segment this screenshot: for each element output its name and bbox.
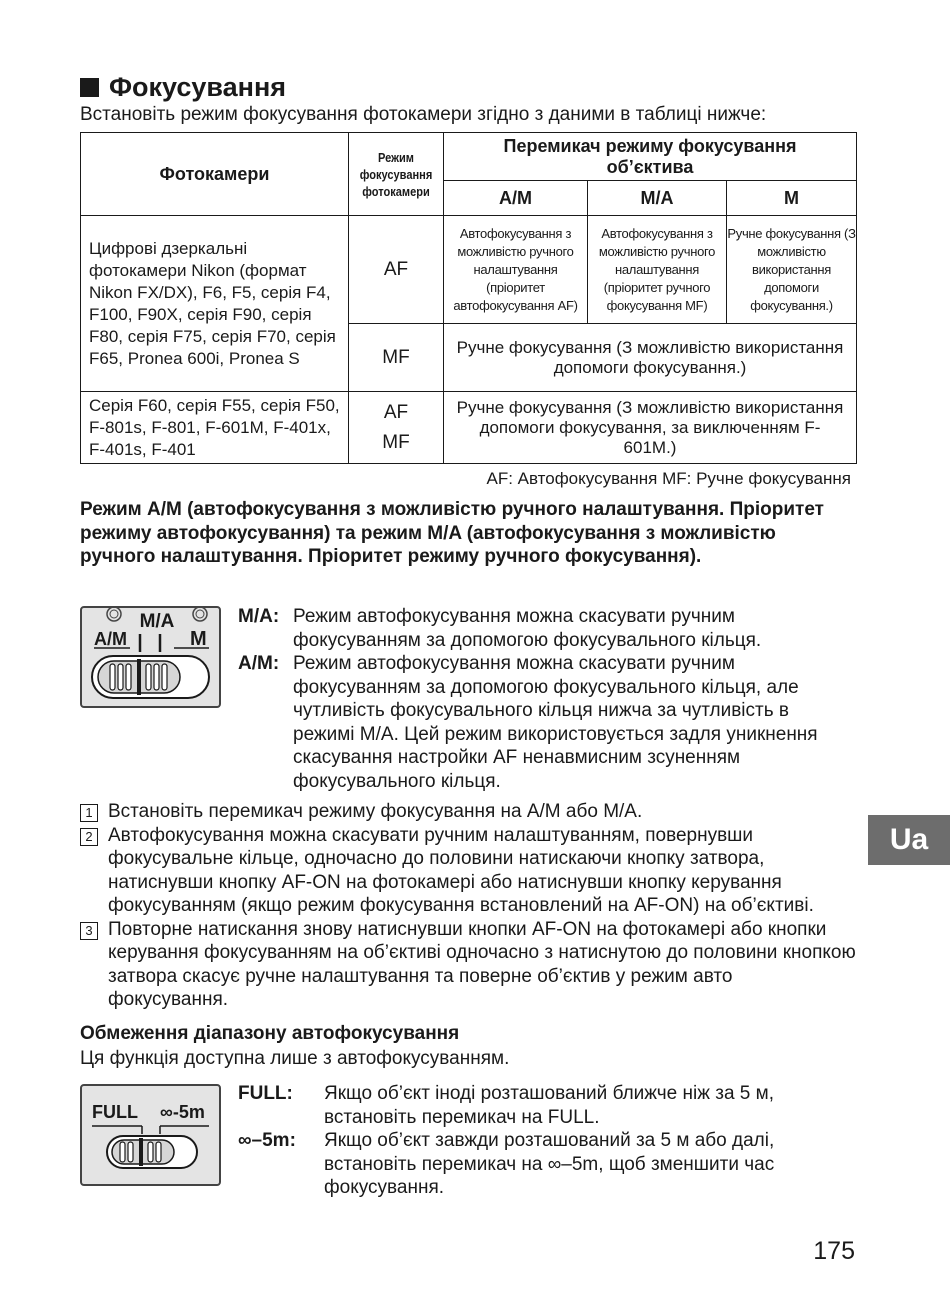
group1-cameras: Цифрові дзеркальні фотокамери Nikon (формат Nikon FX/DX), F6, F5, серія F4, F100, F90X, серія F90, серія F80, серія F75, серія F70, серія F65, Pronea 600i, Pronea S	[81, 216, 349, 392]
mode-definitions	[238, 605, 850, 793]
header-lens-switch	[444, 133, 857, 181]
group1-af-ma: Автофокусування з можливістю ручного налаштування (пріоритет ручного фокусування MF)	[588, 216, 727, 324]
step-2-number: 2	[80, 828, 98, 846]
step-3	[80, 918, 856, 1012]
group1-af-m: Ручне фокусування (З можливістю використання допомоги фокусування.)	[727, 216, 857, 324]
step-1-number: 1	[80, 804, 98, 822]
switch2-right-label: ∞-5m	[160, 1102, 205, 1122]
step-2	[80, 824, 856, 918]
table-legend: AF: Автофокусування MF: Ручне фокусування	[486, 469, 851, 488]
focus-mode-switch-icon	[82, 608, 219, 706]
definition-desc-am: Режим автофокусування можна скасувати ручним фокусуванням за допомогою фокусувального кільця, але чутливість фокусувального кільця нижча за чутливість в режимі M/A. Цей режим використовується задля уникнення скасування настройки AF ненавмисним зсуненням фокусувального кільця.	[293, 653, 818, 792]
group2-cameras: Серія F60, серія F55, серія F50, F-801s, F-801, F-601M, F-401x, F-401s, F-401	[81, 392, 349, 464]
definition-term-infinity: ∞–5m:	[238, 1130, 296, 1151]
definition-term-full: FULL:	[238, 1083, 293, 1104]
af-limit-text: Ця функція доступна лише з автофокусуванням.	[80, 1048, 510, 1069]
af-limit-switch-icon	[82, 1086, 219, 1184]
definition-term-ma: M/A:	[238, 606, 280, 627]
definition-row-am	[238, 652, 850, 793]
group2-mode-mf: MF	[382, 431, 410, 453]
group1-mf-all	[444, 324, 857, 392]
language-tab: Ua	[868, 815, 950, 865]
group1-mf-text: Ручне фокусування (З можливістю використання допомоги фокусування.)	[456, 337, 844, 377]
step-1	[80, 800, 856, 824]
definition-row-full	[238, 1082, 850, 1129]
group2-all	[444, 392, 857, 464]
definition-desc-full: Якщо об’єкт іноді розташований ближче ніж за 5 м, встановіть перемикач на FULL.	[324, 1083, 774, 1128]
focus-mode-switch-illustration	[80, 606, 221, 708]
group1-af-mode: AF	[349, 216, 444, 324]
switch2-left-label: FULL	[92, 1102, 138, 1122]
header-lens-switch-text: Перемикач режиму фокусування об’єктива	[503, 135, 797, 177]
header-camera-mode-text: Режим фокусування фотокамери	[359, 149, 433, 199]
focus-mode-table	[80, 132, 857, 464]
af-limit-title: Обмеження діапазону автофокусування	[80, 1023, 460, 1044]
group1-mf-mode: MF	[349, 324, 444, 392]
square-bullet-icon	[80, 78, 99, 97]
step-2-text: Автофокусування можна скасувати ручним налаштуванням, повернувши фокусувальне кільце, одночасно до половини натискаючи кнопку затвора, натиснувши кнопку AF-ON на фотокамері або натиснувши кнопку керування фокусуванням (якщо режим фокусування встановлений на AF-ON) на об’єктиві.	[108, 824, 814, 916]
modes-heading: Режим A/M (автофокусування з можливістю ручного налаштування. Пріоритет режиму автофокусування) та режим M/A (автофокусування з можливістю ручного налаштування. Пріоритет режиму ручного фокусування).	[80, 499, 824, 567]
step-3-number: 3	[80, 922, 98, 940]
header-cameras: Фотокамери	[81, 133, 349, 216]
switch1-top-label: M/A	[139, 611, 175, 632]
section-intro: Встановіть режим фокусування фотокамери згідно з даними в таблиці нижче:	[80, 104, 767, 125]
header-col-ma: M/A	[588, 181, 727, 216]
header-col-m: M	[727, 181, 857, 216]
section-title	[80, 72, 286, 103]
header-camera-mode	[349, 133, 444, 216]
definition-row-ma	[238, 605, 850, 652]
group2-mode-af: AF	[383, 401, 409, 423]
af-limit-switch-illustration	[80, 1084, 221, 1186]
definition-row-infinity	[238, 1129, 850, 1200]
definition-term-am: A/M:	[238, 653, 280, 674]
definition-desc-ma: Режим автофокусування можна скасувати ручним фокусуванням за допомогою фокусувального кільця.	[293, 606, 762, 651]
group2-all-text: Ручне фокусування (З можливістю використання допомоги фокусування, за виключенням F-601M.)	[456, 397, 844, 457]
switch1-right-label: M	[190, 628, 207, 650]
steps-list	[80, 800, 856, 1012]
step-1-text: Встановіть перемикач режиму фокусування на A/M або M/A.	[108, 801, 643, 822]
group2-mode	[349, 392, 444, 464]
range-definitions	[238, 1082, 850, 1200]
group1-af-am: Автофокусування з можливістю ручного налаштування (пріоритет автофокусування AF)	[444, 216, 588, 324]
page-number: 175	[813, 1237, 855, 1265]
header-col-am: A/M	[444, 181, 588, 216]
switch1-left-label: A/M	[94, 629, 127, 649]
section-title-text: Фокусування	[109, 72, 287, 102]
step-3-text: Повторне натискання знову натиснувши кнопки AF-ON на фотокамері або кнопки керування фокусуванням на об’єктиві одночасно з натиснутою до половини кнопкою затвора скасує ручне налаштування та поверне об’єктив у режим авто фокусування.	[108, 918, 856, 1010]
definition-desc-infinity: Якщо об’єкт завжди розташований за 5 м або далі, встановіть перемикач на ∞–5m, щоб зменшити час фокусування.	[324, 1130, 775, 1198]
